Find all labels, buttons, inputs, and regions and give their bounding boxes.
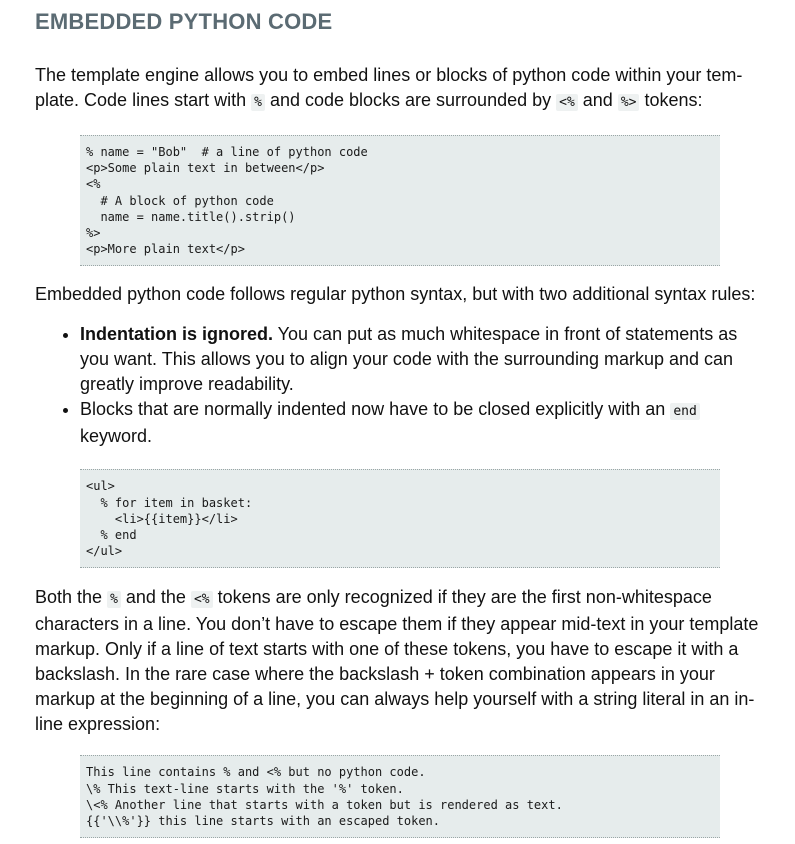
intro-paragraph xyxy=(35,63,770,120)
escape-text-1: Both the xyxy=(35,587,108,608)
inline-code-block-open-2: <% xyxy=(191,591,213,608)
escape-text-2: and the xyxy=(120,587,191,608)
intro-text-2: and code blocks are surrounded by xyxy=(264,90,557,110)
documentation-section xyxy=(35,0,770,838)
code-example-end-keyword: <ul> % for item in basket: <li>{{item}}</li> % end </ul> xyxy=(80,469,720,568)
inline-code-end: end xyxy=(670,403,699,420)
rule-indentation-text: You can put as much whitespace in front of statements as you want. This allows you to align your code with the surrounding markup and can greatly improve readability. xyxy=(80,324,738,395)
rule-indentation-heading: Indentation is ignored. xyxy=(80,324,273,345)
rule-end-keyword-text-after: keyword. xyxy=(80,426,153,447)
code-example-escaping: This line contains % and <% but no python code. \% This text-line starts with the '%' token. \<% Another line that starts with a token but is rendered as text. {{'\\%'}} this line starts with an escaped token. xyxy=(80,755,720,838)
rule-end-keyword xyxy=(80,397,770,449)
inline-code-percent: % xyxy=(251,94,265,111)
rule-indentation xyxy=(80,322,770,397)
syntax-rules-list xyxy=(35,322,770,449)
inline-code-block-close: %> xyxy=(618,94,640,111)
rule-end-keyword-text: Blocks that are normally indented now have to be closed explicitly with an xyxy=(80,399,671,420)
intro-text-4: tokens: xyxy=(639,90,703,110)
inline-code-block-open: <% xyxy=(556,94,578,111)
intro-text-3: and xyxy=(577,90,618,110)
escape-text-3: tokens are only recognized if they are the first non-whitespace characters in a line. You don’t have to escape them if they appear mid-text in your template markup. Only if a line of text starts with one of these tokens, you have to escape it with a backslash. In the rare case where the backslash + token combination appears in your markup at the beginning of a line, you can always help yourself with a string literal in an in-line expression: xyxy=(35,587,759,735)
syntax-rules-intro: Embedded python code follows regular python syntax, but with two additional syntax rules: xyxy=(35,284,756,305)
escape-paragraph xyxy=(35,585,770,737)
section-title: EMBEDDED PYTHON CODE xyxy=(35,9,333,34)
intro-text-1: The template engine allows you to embed lines or blocks of python code within your tem-plate. Code lines start with xyxy=(35,65,743,110)
inline-code-percent-2: % xyxy=(107,591,121,608)
code-example-embedded-python: % name = "Bob" # a line of python code <p>Some plain text in between</p> <% # A block of python code name = name.title().strip() %> <p>More plain text</p> xyxy=(80,135,720,266)
